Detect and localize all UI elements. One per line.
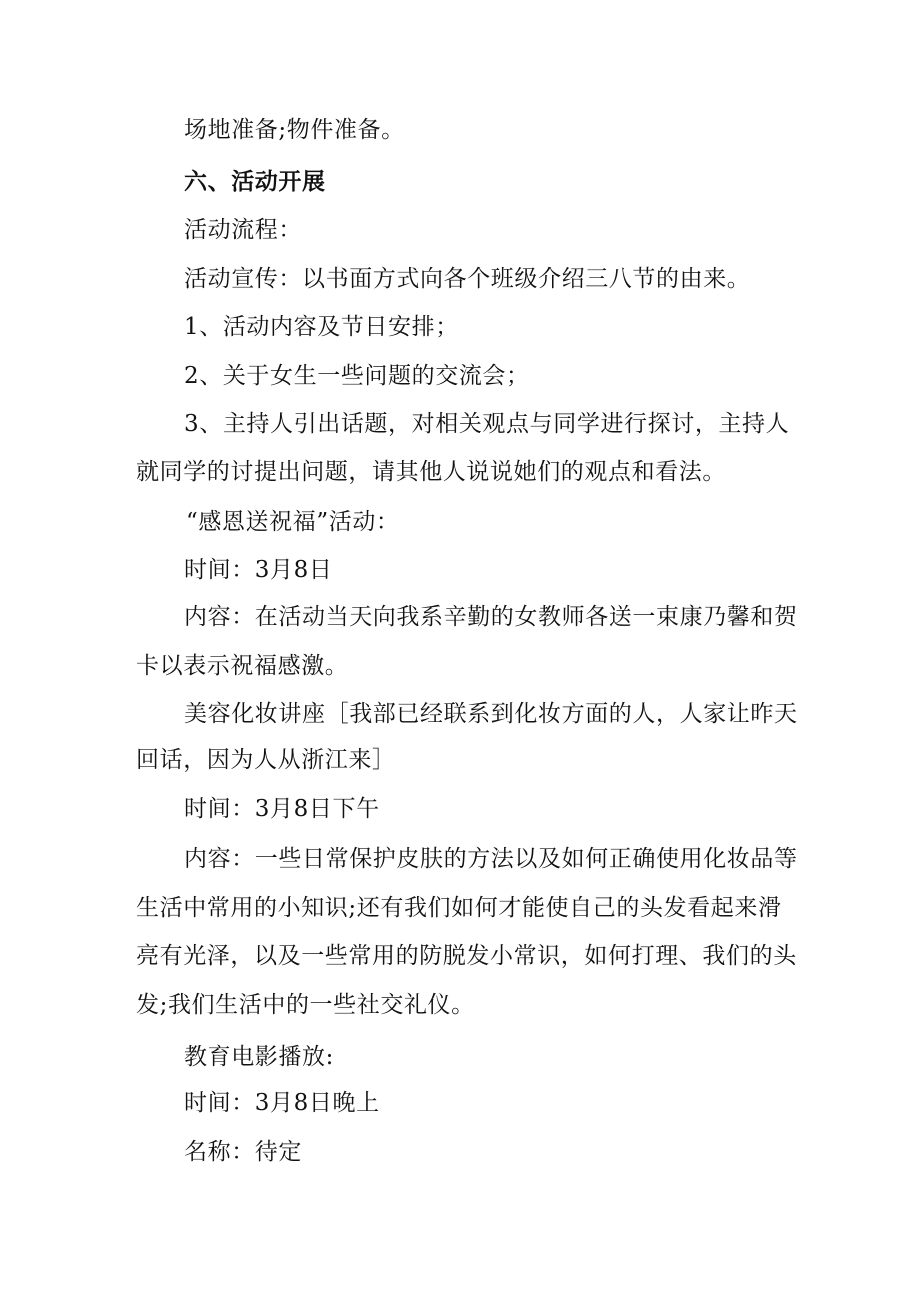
- list-item-2: 2、关于女生一些问题的交流会；: [184, 363, 530, 389]
- paragraph-venue-preparation: 场地准备;物件准备。: [184, 117, 405, 143]
- paragraph-time-3: 时间：3月8日晚上: [184, 1090, 380, 1116]
- section-heading-activity: 六、活动开展: [184, 168, 326, 195]
- list-item-3-continued: 就同学的讨提出问题，请其他人说说她们的观点和看法。: [136, 459, 726, 485]
- paragraph-name: 名称：待定: [184, 1139, 302, 1165]
- paragraph-content-1-continued: 卡以表示祝福感激。: [136, 653, 349, 679]
- list-item-1: 1、活动内容及节日安排；: [184, 314, 459, 340]
- paragraph-makeup-lecture: 美容化妆讲座［我部已经联系到化妆方面的人，人家让昨天: [184, 701, 798, 727]
- paragraph-activity-flow: 活动流程：: [184, 217, 302, 243]
- paragraph-content-2-line-4: 发;我们生活中的一些社交礼仪。: [136, 992, 475, 1018]
- list-item-3: 3、主持人引出话题，对相关观点与同学进行探讨，主持人: [184, 411, 790, 437]
- paragraph-content-2-line-2: 生活中常用的小知识;还有我们如何才能使自己的头发看起来滑: [136, 895, 782, 921]
- paragraph-promotion: 活动宣传：以书面方式向各个班级介绍三八节的由来。: [184, 266, 751, 292]
- paragraph-thanks-activity: “感恩送祝福”活动：: [186, 509, 400, 535]
- paragraph-time-1: 时间：3月8日: [184, 557, 333, 583]
- paragraph-content-2: 内容：一些日常保护皮肤的方法以及如何正确使用化妆品等: [184, 846, 798, 872]
- paragraph-movie: 教育电影播放:: [184, 1044, 334, 1070]
- paragraph-time-2: 时间：3月8日下午: [184, 796, 380, 822]
- paragraph-makeup-lecture-continued: 回话，因为人从浙江来］: [136, 747, 396, 773]
- paragraph-content-2-line-3: 亮有光泽，以及一些常用的防脱发小常识，如何打理、我们的头: [136, 943, 797, 969]
- paragraph-content-1: 内容：在活动当天向我系辛勤的女教师各送一束康乃馨和贺: [184, 604, 798, 630]
